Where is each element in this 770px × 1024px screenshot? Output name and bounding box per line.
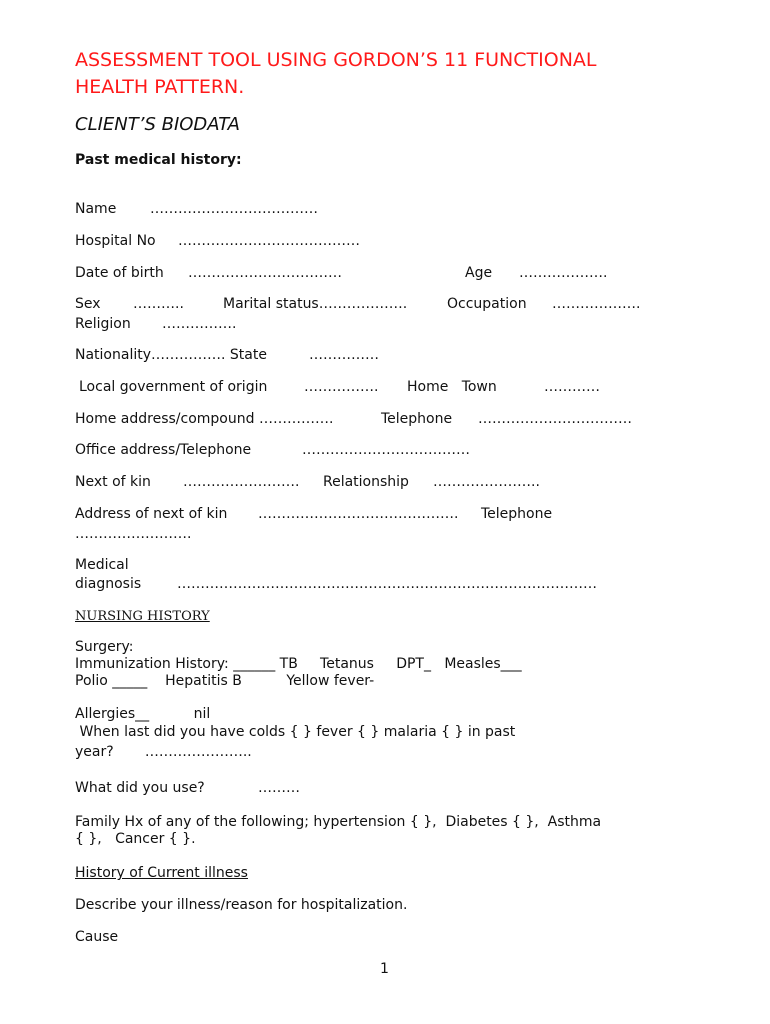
family-history-line-1: Family Hx of any of the following; hypertension { }, Diabetes { }, Asthma: [75, 814, 602, 830]
what-did-you-use-label: What did you use?: [75, 780, 205, 796]
immunization-history: Immunization History: ______ TB Tetanus DPT_ Measles___: [75, 656, 522, 672]
describe-illness-line: Describe your illness/reason for hospitalization.: [75, 897, 408, 913]
medical-diagnosis-label-1: Medical: [75, 557, 129, 573]
page-number: 1: [380, 961, 389, 977]
home-address-label: Home address/compound …………….: [75, 411, 334, 427]
section-title-biodata: CLIENT’S BIODATA: [75, 114, 240, 135]
surgery-label: Surgery:: [75, 639, 134, 655]
relationship-label: Relationship: [323, 474, 409, 490]
office-address-field: ………………………………: [302, 442, 470, 458]
telephone-field: ……………………………: [478, 411, 632, 427]
dob-label: Date of birth: [75, 265, 164, 281]
age-field: ……………….: [519, 265, 608, 281]
lga-label: Local government of origin: [79, 379, 268, 395]
name-label: Name: [75, 201, 117, 217]
hospital-no-field: …………………………………: [178, 233, 360, 249]
medical-diagnosis-label-2: diagnosis: [75, 576, 142, 592]
occupation-field: ……………….: [552, 296, 641, 312]
office-address-label: Office address/Telephone: [75, 442, 252, 458]
what-did-you-use-field: ………: [258, 780, 300, 796]
family-history-line-2: { }, Cancer { }.: [75, 831, 196, 847]
hospital-no-label: Hospital No: [75, 233, 156, 249]
kin-telephone-label: Telephone: [481, 506, 553, 522]
home-town-label: Home Town: [407, 379, 497, 395]
current-illness-heading: History of Current illness: [75, 865, 248, 881]
next-of-kin-label: Next of kin: [75, 474, 151, 490]
kin-address-label: Address of next of kin: [75, 506, 228, 522]
colds-question-line-1: When last did you have colds { } fever { } malaria { } in past: [75, 724, 516, 740]
religion-label: Religion: [75, 316, 131, 332]
cause-label: Cause: [75, 929, 119, 945]
dob-field: ……………………………: [188, 265, 342, 281]
name-field: ………………………………: [150, 201, 318, 217]
telephone-label: Telephone: [381, 411, 453, 427]
kin-address-field: …………………………………….: [258, 506, 459, 522]
nursing-history-heading: NURSING HISTORY: [75, 609, 210, 624]
document-title-line-2: HEALTH PATTERN.: [75, 76, 245, 98]
sex-label: Sex: [75, 296, 101, 312]
religion-field: …………….: [162, 316, 237, 332]
kin-telephone-field: …………………….: [75, 526, 192, 542]
home-town-field: …………: [544, 379, 600, 395]
colds-question-line-2: year? …………………..: [75, 744, 252, 760]
occupation-label: Occupation: [447, 296, 527, 312]
past-medical-history-heading: Past medical history:: [75, 152, 242, 168]
age-label: Age: [465, 265, 493, 281]
allergies-line: Allergies__ nil: [75, 706, 211, 722]
marital-status-label: Marital status……………….: [223, 296, 408, 312]
next-of-kin-field: …………………….: [183, 474, 300, 490]
medical-diagnosis-field: ………………………………………………………………………………: [177, 576, 597, 592]
sex-field: ………..: [133, 296, 184, 312]
state-field: ……………: [309, 347, 379, 363]
nationality-label: Nationality……………. State: [75, 347, 267, 363]
relationship-field: …………………..: [433, 474, 540, 490]
document-title-line-1: ASSESSMENT TOOL USING GORDON’S 11 FUNCTIONAL: [75, 49, 597, 71]
lga-field: …………….: [304, 379, 379, 395]
polio-line: Polio _____ Hepatitis B Yellow fever-: [75, 673, 375, 689]
